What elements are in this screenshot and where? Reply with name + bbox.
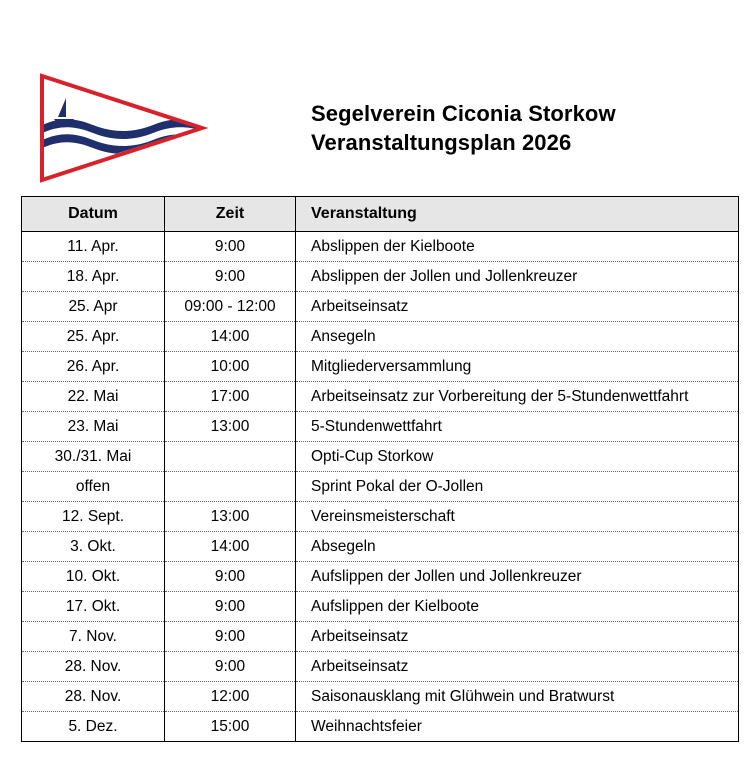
column-header-date: Datum	[22, 197, 165, 232]
time-cell: 9:00	[165, 262, 296, 292]
time-cell: 13:00	[165, 412, 296, 442]
table-row	[22, 382, 739, 412]
time-cell: 9:00	[165, 622, 296, 652]
event-cell: Abslippen der Jollen und Jollenkreuzer	[296, 262, 739, 292]
column-header-event: Veranstaltung	[296, 197, 739, 232]
table-row	[22, 622, 739, 652]
date-cell: 25. Apr	[22, 292, 165, 322]
table-row	[22, 532, 739, 562]
table-row	[22, 472, 739, 502]
club-name: Segelverein Ciconia Storkow	[311, 101, 616, 126]
time-cell: 14:00	[165, 532, 296, 562]
date-cell: 10. Okt.	[22, 562, 165, 592]
plan-title: Veranstaltungsplan 2026	[311, 130, 572, 155]
club-pennant-icon	[38, 72, 210, 186]
table-row	[22, 262, 739, 292]
time-cell: 9:00	[165, 562, 296, 592]
time-cell: 10:00	[165, 352, 296, 382]
event-cell: Saisonausklang mit Glühwein und Bratwurst	[296, 682, 739, 712]
event-cell: Opti-Cup Storkow	[296, 442, 739, 472]
date-cell: 23. Mai	[22, 412, 165, 442]
time-cell: 17:00	[165, 382, 296, 412]
time-cell	[165, 472, 296, 502]
table-row	[22, 412, 739, 442]
time-cell: 9:00	[165, 232, 296, 262]
time-cell: 12:00	[165, 682, 296, 712]
event-cell: Aufslippen der Kielboote	[296, 592, 739, 622]
time-cell: 13:00	[165, 502, 296, 532]
event-schedule-table	[21, 196, 739, 742]
table-row	[22, 322, 739, 352]
date-cell: 28. Nov.	[22, 652, 165, 682]
event-cell: Arbeitseinsatz	[296, 292, 739, 322]
time-cell	[165, 442, 296, 472]
event-cell: Arbeitseinsatz zur Vorbereitung der 5-Stundenwettfahrt	[296, 382, 739, 412]
date-cell: 12. Sept.	[22, 502, 165, 532]
event-cell: Mitgliederversammlung	[296, 352, 739, 382]
event-cell: Ansegeln	[296, 322, 739, 352]
date-cell: 26. Apr.	[22, 352, 165, 382]
event-cell: Arbeitseinsatz	[296, 622, 739, 652]
date-cell: 28. Nov.	[22, 682, 165, 712]
event-cell: Abslippen der Kielboote	[296, 232, 739, 262]
table-row	[22, 592, 739, 622]
event-cell: Weihnachtsfeier	[296, 712, 739, 742]
date-cell: 30./31. Mai	[22, 442, 165, 472]
date-cell: offen	[22, 472, 165, 502]
column-header-time: Zeit	[165, 197, 296, 232]
table-header-row	[22, 197, 739, 232]
table-row	[22, 502, 739, 532]
table-row	[22, 652, 739, 682]
date-cell: 17. Okt.	[22, 592, 165, 622]
date-cell: 25. Apr.	[22, 322, 165, 352]
date-cell: 5. Dez.	[22, 712, 165, 742]
time-cell: 9:00	[165, 592, 296, 622]
event-cell: Sprint Pokal der O-Jollen	[296, 472, 739, 502]
date-cell: 18. Apr.	[22, 262, 165, 292]
table-row	[22, 712, 739, 742]
event-cell: Aufslippen der Jollen und Jollenkreuzer	[296, 562, 739, 592]
date-cell: 3. Okt.	[22, 532, 165, 562]
table-row	[22, 682, 739, 712]
club-pennant-logo	[38, 72, 210, 186]
page-title	[311, 99, 616, 157]
date-cell: 22. Mai	[22, 382, 165, 412]
table-row	[22, 352, 739, 382]
date-cell: 7. Nov.	[22, 622, 165, 652]
table-row	[22, 232, 739, 262]
table-row	[22, 562, 739, 592]
event-cell: Absegeln	[296, 532, 739, 562]
time-cell: 09:00 - 12:00	[165, 292, 296, 322]
time-cell: 14:00	[165, 322, 296, 352]
time-cell: 15:00	[165, 712, 296, 742]
event-cell: Arbeitseinsatz	[296, 652, 739, 682]
table-row	[22, 442, 739, 472]
event-cell: 5-Stundenwettfahrt	[296, 412, 739, 442]
event-cell: Vereinsmeisterschaft	[296, 502, 739, 532]
table-row	[22, 292, 739, 322]
time-cell: 9:00	[165, 652, 296, 682]
date-cell: 11. Apr.	[22, 232, 165, 262]
